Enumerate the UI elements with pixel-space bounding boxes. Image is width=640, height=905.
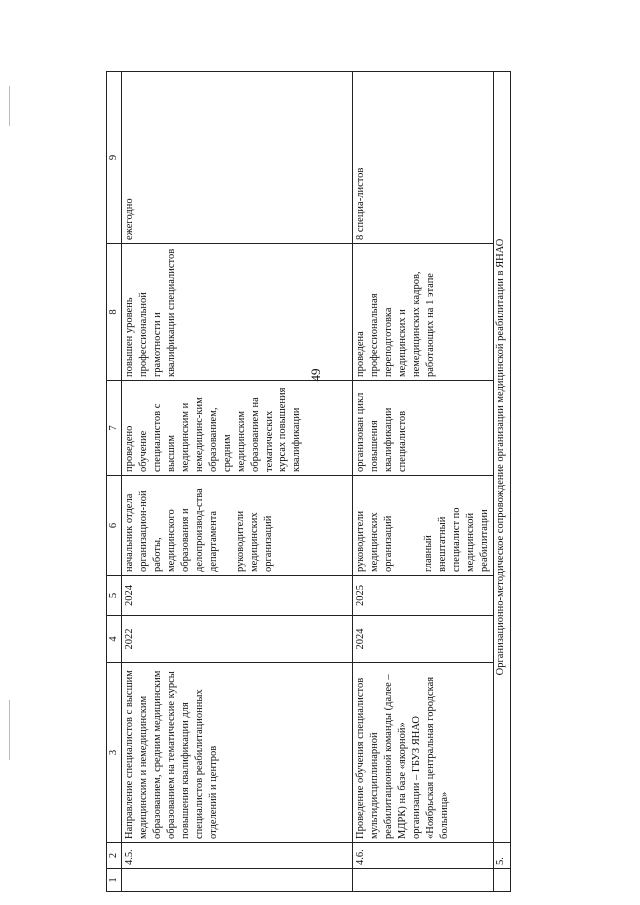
outcome-indicator: проведена профессиональная переподготовка медицинских и немедицинских кадров, работающих на 1 этапе bbox=[353, 244, 494, 381]
header-cell: 1 bbox=[107, 869, 122, 892]
responsible-primary: руководители медицинских организаций bbox=[355, 510, 394, 572]
section-title: Организационно-методическое сопровождение организации медицинской реабилитации в ЯНАО bbox=[493, 72, 510, 843]
indicator-value: ежегодно bbox=[122, 72, 353, 244]
landscape-sheet bbox=[106, 64, 514, 896]
section-number: 5. bbox=[493, 843, 510, 869]
outcome-indicator: повышен уровень профессиональной грамотности и квалификации специалистов bbox=[122, 244, 353, 381]
table-row bbox=[353, 72, 494, 892]
activity-description: Направление специалистов с высшим медицинским и немедицинским образованием, средним медицинским образованием на тематические курсы повышения квалификации для специалистов реабилитационных отделений и центров bbox=[122, 663, 353, 843]
program-table bbox=[106, 71, 511, 892]
start-year: 2022 bbox=[122, 616, 353, 663]
responsible-primary: начальник отдела организацион-ной работы, медицинского образования и делопроизвод-ства департамента bbox=[124, 488, 219, 572]
section-empty-cell bbox=[493, 869, 510, 892]
activity-description: Проведение обучения специалистов мультидисциплинарной реабилитационной команды (далее – МДРК) на базе «якорной» организации – ГБУЗ ЯНАО «Ноябрьская центральная городская больница» bbox=[353, 663, 494, 843]
expected-result: проведено обучение специалистов с высшим медицинским и немедицинс-ким образованием, средним медицинским образованием на тематических курсах повышения квалификации bbox=[122, 381, 353, 476]
responsible-persons bbox=[122, 476, 353, 576]
header-cell: 7 bbox=[107, 381, 122, 476]
end-year: 2025 bbox=[353, 576, 494, 616]
end-year: 2024 bbox=[122, 576, 353, 616]
responsible-secondary: главный внештатный специалист по медицинской реабилитации bbox=[422, 507, 490, 572]
indicator-value: 8 специа-листов bbox=[353, 72, 494, 244]
header-cell: 3 bbox=[107, 663, 122, 843]
start-year: 2024 bbox=[353, 616, 494, 663]
section-row bbox=[493, 72, 510, 892]
row-number: 4.6. bbox=[353, 843, 494, 869]
header-cell: 6 bbox=[107, 476, 122, 576]
scan-edge-mark bbox=[9, 86, 10, 126]
header-cell: 4 bbox=[107, 616, 122, 663]
header-cell: 5 bbox=[107, 576, 122, 616]
row-number: 4.5. bbox=[122, 843, 353, 869]
rotated-table-region bbox=[106, 64, 514, 896]
responsible-secondary: руководители медицинских организаций bbox=[234, 510, 274, 572]
page-number: 49 bbox=[308, 368, 323, 382]
responsible-persons bbox=[353, 476, 494, 576]
scan-edge-mark bbox=[9, 700, 10, 760]
row-col-1 bbox=[353, 869, 494, 892]
expected-result: организован цикл повышения квалификации специалистов bbox=[353, 381, 494, 476]
header-cell: 2 bbox=[107, 843, 122, 869]
table-row bbox=[122, 72, 353, 892]
header-cell: 9 bbox=[107, 72, 122, 244]
header-row bbox=[107, 72, 122, 892]
row-col-1 bbox=[122, 869, 353, 892]
header-cell: 8 bbox=[107, 244, 122, 381]
